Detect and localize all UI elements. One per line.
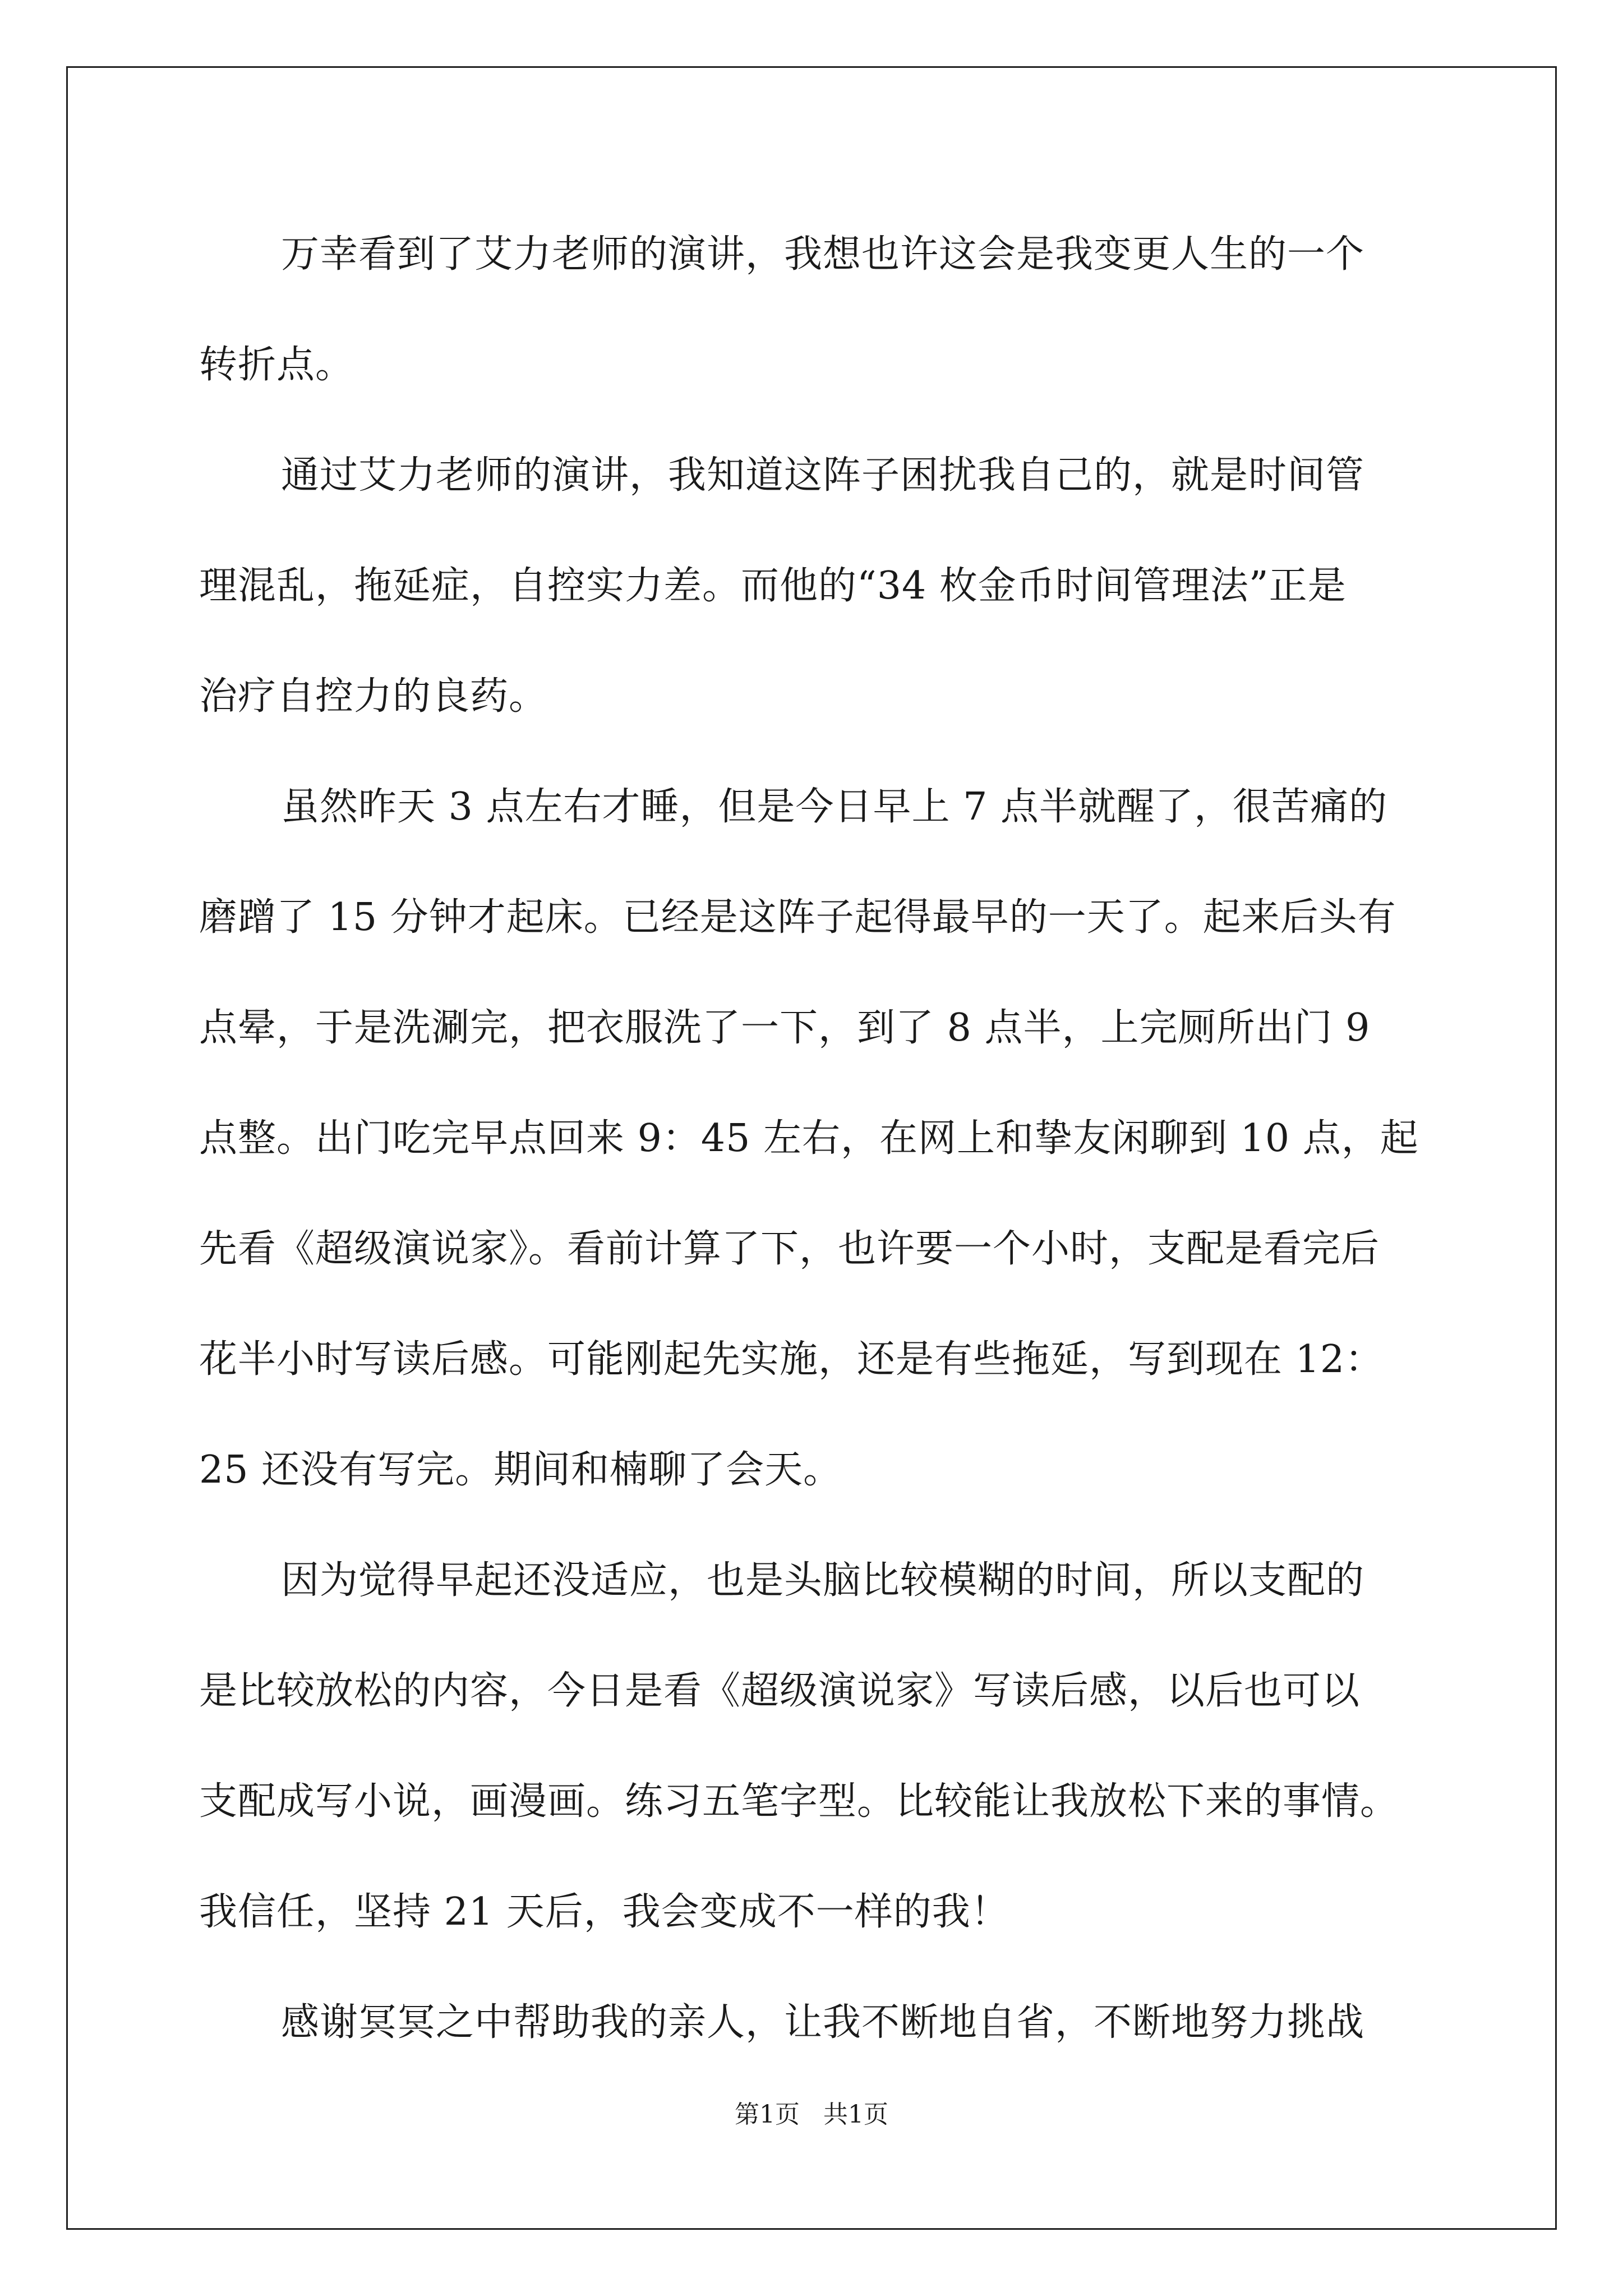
- paragraph-line: 转折点。: [199, 343, 354, 387]
- paragraph-line: 我信任，坚持 21 天后，我会变成不一样的我！: [199, 1890, 1009, 1934]
- paragraph-line: 因为觉得早起还没适应，也是头脑比较模糊的时间，所以支配的: [281, 1558, 1365, 1603]
- document-body: [199, 199, 1424, 2078]
- paragraph-line: 是比较放松的内容，今日是看《超级演说家》写读后感，以后也可以: [199, 1669, 1361, 1713]
- paragraph-line: 万幸看到了艾力老师的演讲，我想也许这会是我变更人生的一个: [281, 232, 1365, 277]
- paragraph-line: 治疗自控力的良药。: [199, 674, 548, 719]
- paragraph-line: 理混乱，拖延症，自控实力差。而他的“34 枚金币时间管理法”正是: [199, 564, 1347, 608]
- paragraph-line: 先看《超级演说家》。看前计算了下，也许要一个小时，支配是看完后: [199, 1227, 1380, 1271]
- paragraph-line: 点整。出门吃完早点回来 9：45 左右，在网上和挚友闲聊到 10 点，起: [199, 1116, 1419, 1161]
- page-footer: [0, 2098, 1623, 2132]
- paragraph-line: 点晕，于是洗涮完，把衣服洗了一下，到了 8 点半，上完厕所出门 9: [199, 1006, 1371, 1050]
- paragraph-line: 磨蹭了 15 分钟才起床。已经是这阵子起得最早的一天了。起来后头有: [199, 895, 1396, 940]
- page-number-current: 第1页: [735, 2100, 800, 2129]
- paragraph-line: 虽然昨天 3 点左右才睡，但是今日早上 7 点半就醒了，很苦痛的: [281, 785, 1387, 829]
- page-number-total: 共1页: [823, 2100, 888, 2129]
- paragraph-line: 感谢冥冥之中帮助我的亲人，让我不断地自省，不断地努力挑战: [281, 2000, 1365, 2045]
- paragraph-line: 25 还没有写完。期间和楠聊了会天。: [199, 1448, 842, 1492]
- paragraph-line: 支配成写小说，画漫画。练习五笔字型。比较能让我放松下来的事情。: [199, 1779, 1399, 1824]
- paragraph-line: 通过艾力老师的演讲，我知道这阵子困扰我自己的，就是时间管: [281, 453, 1365, 498]
- paragraph-line: 花半小时写读后感。可能刚起先实施，还是有些拖延，写到现在 12：: [199, 1337, 1384, 1382]
